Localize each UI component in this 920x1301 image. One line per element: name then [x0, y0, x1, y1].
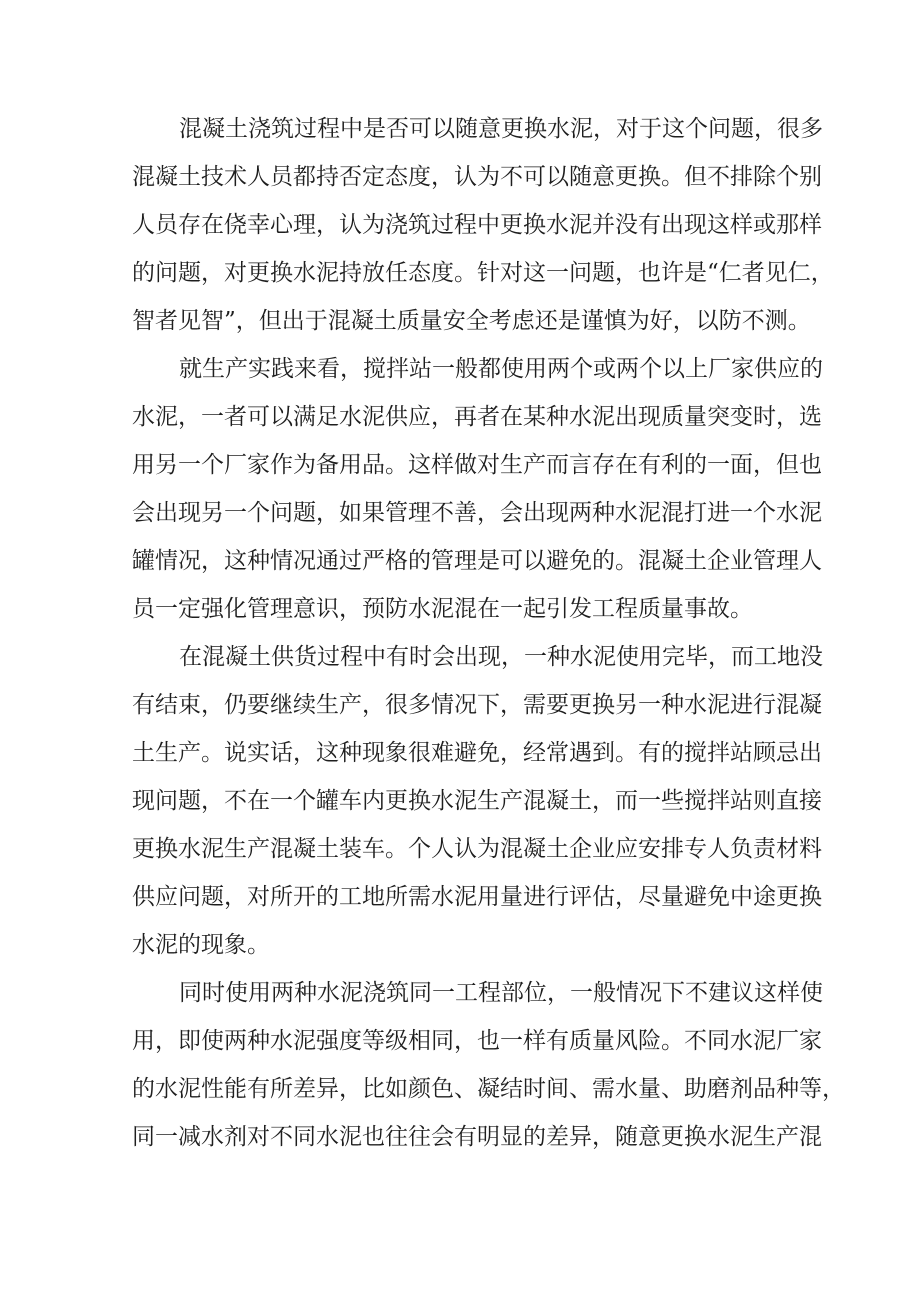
paragraph-line: 水泥的现象。 — [132, 932, 270, 958]
paragraph-line: 混凝土技术人员都持否定态度，认为不可以随意更换。但不排除个别 — [132, 164, 822, 190]
paragraph-line: 员一定强化管理意识，预防水泥混在一起引发工程质量事故。 — [132, 596, 753, 622]
paragraph-line: 罐情况，这种情况通过严格的管理是可以避免的。混凝土企业管理人 — [132, 548, 822, 574]
paragraph-line: 的问题，对更换水泥持放任态度。针对这一问题，也许是“仁者见仁， — [132, 260, 834, 286]
paragraph-line: 有结束，仍要继续生产，很多情况下，需要更换另一种水泥进行混凝 — [132, 692, 822, 718]
paragraph-line: 水泥，一者可以满足水泥供应，再者在某种水泥出现质量突变时，选 — [132, 404, 822, 430]
paragraph-line: 人员存在侥幸心理，认为浇筑过程中更换水泥并没有出现这样或那样 — [132, 212, 822, 238]
paragraph-line: 用，即使两种水泥强度等级相同，也一样有质量风险。不同水泥厂家 — [132, 1028, 822, 1054]
paragraph-line: 智者见智”，但出于混凝土质量安全考虑还是谨慎为好，以防不测。 — [132, 308, 811, 334]
paragraph-line: 供应问题，对所开的工地所需水泥用量进行评估，尽量避免中途更换 — [132, 884, 822, 910]
paragraph-line: 的水泥性能有所差异，比如颜色、凝结时间、需水量、助磨剂品种等， — [132, 1076, 845, 1102]
paragraph-first-line: 混凝土浇筑过程中是否可以随意更换水泥，对于这个问题，很多 — [179, 116, 823, 142]
paragraph-first-line: 在混凝土供货过程中有时会出现，一种水泥使用完毕，而工地没 — [179, 644, 823, 670]
paragraph-first-line: 就生产实践来看，搅拌站一般都使用两个或两个以上厂家供应的 — [179, 356, 823, 382]
paragraph-line: 同一减水剂对不同水泥也往往会有明显的差异，随意更换水泥生产混 — [132, 1124, 822, 1150]
paragraph-first-line: 同时使用两种水泥浇筑同一工程部位，一般情况下不建议这样使 — [179, 980, 823, 1006]
paragraph-line: 更换水泥生产混凝土装车。个人认为混凝土企业应安排专人负责材料 — [132, 836, 822, 862]
paragraph-line: 现问题，不在一个罐车内更换水泥生产混凝土，而一些搅拌站则直接 — [132, 788, 822, 814]
paragraph-line: 用另一个厂家作为备用品。这样做对生产而言存在有利的一面，但也 — [132, 452, 822, 478]
paragraph-line: 土生产。说实话，这种现象很难避免，经常遇到。有的搅拌站顾忌出 — [132, 740, 822, 766]
paragraph-line: 会出现另一个问题，如果管理不善，会出现两种水泥混打进一个水泥 — [132, 500, 822, 526]
